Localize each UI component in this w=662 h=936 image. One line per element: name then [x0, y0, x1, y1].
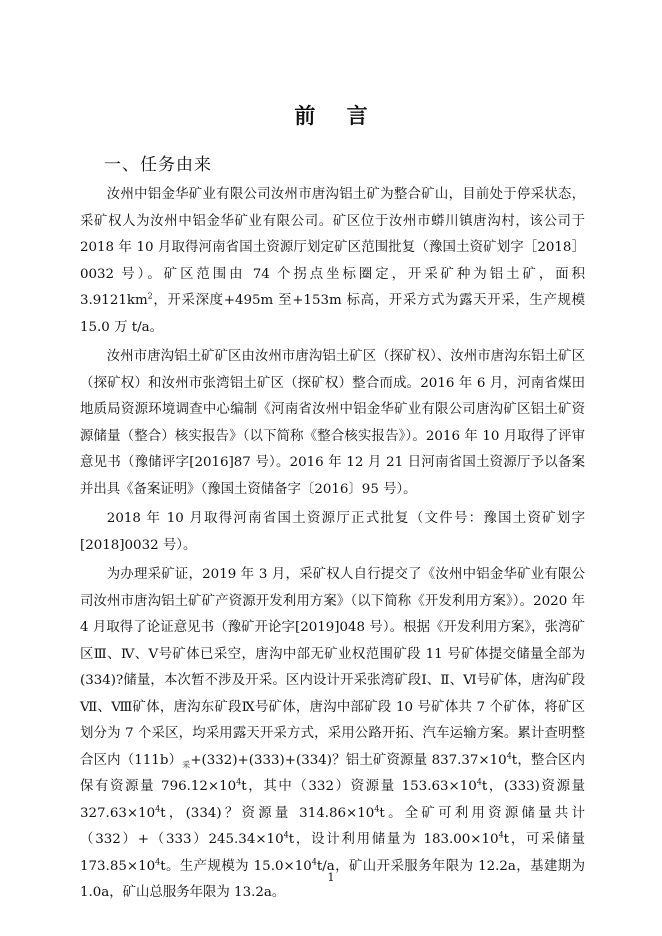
text-run: 汝州中铝金华矿业有限公司汝州市唐沟铝土矿为整合矿山，目前处于停采状态，采矿权人为汝州中铝金华矿业有限公司。矿区位于汝州市蟒川镇唐沟村，该公司于 2018 年 10 月取得河南省国土资源厅划定矿区范围批复（豫国土资矿划字［2018］0032 号）。矿区范围由 74 个拐点坐标圈定，开采矿种为铝土矿，面积 3.9121km: [80, 187, 585, 308]
text-run: t，(333)资源量 327.63×10: [80, 779, 585, 821]
text-run: t，设计利用储量为 183.00×10: [288, 832, 499, 847]
section-heading: 一、任务由来: [104, 155, 212, 175]
text-run: 汝州市唐沟铝土矿矿区由汝州市唐沟铝土矿区（探矿权）、汝州市唐沟东铝土矿区（探矿权）和汝州市张湾铝土矿区（探矿权）整合而成。2016 年 6 月，河南省煤田地质局资源环境调查中心编制《河南省汝州中铝金华矿业有限公司唐沟矿区铝土矿资源储量（整合）核实报告》（以下简称《整合核实报告》）。2016 年 10 月取得了评审意见书（豫储评字[2016]87 号）。2016 年 12 月 21 日河南省国土资源厅予以备案并出具《备案证明》（豫国土资储备字〔2016〕95 号）。: [80, 349, 585, 497]
text-run: t，(334)？资源量 314.86×10: [160, 805, 375, 821]
text-run: t/a，矿山开采服务年限为 12.2a，基建期为 1.0a，矿山总服务年限为 13.2a。: [80, 858, 585, 900]
superscript: 4: [155, 857, 161, 867]
paragraph-4: [80, 562, 585, 907]
paragraph-1: [80, 182, 585, 341]
page-title: 前 言: [294, 103, 380, 128]
paragraph-2: [80, 344, 585, 503]
text-run: 为办理采矿证，2019 年 3 月，采矿权人自行提交了《汝州中铝金华矿业有限公司汝州市唐沟铝土矿矿产资源开发利用方案》（以下简称《开发利用方案》）。2020 年 4 月取得了论证意见书（豫矿开论字[2019]048 号）。根据《开发利用方案》，张湾矿区Ⅲ、Ⅳ、Ⅴ号矿体已采空，唐沟中部无矿业权范围矿段 11 号矿体提交储量全部为(334)?储量，本次暂不涉及开采。区内设计开采张湾矿段Ⅰ、Ⅱ、Ⅵ号矿体，唐沟矿段Ⅶ、Ⅷ矿体，唐沟东矿段Ⅸ号矿体，唐沟中部矿段 10 号矿体共 7 个矿体，将矿区划分为 7 个采区，均采用露天开采方式，采用公路开拓、汽车运输方案。累计查明整合区内（111b）: [80, 567, 585, 768]
subscript: 采: [182, 760, 191, 770]
superscript: 4: [506, 751, 512, 761]
paragraph-3: [80, 506, 585, 559]
superscript: 4: [311, 857, 317, 867]
text-run: t，可采储量 173.85×10: [80, 832, 585, 874]
superscript: 4: [283, 830, 289, 840]
text-run: +(332)+(333)+(334)？铝土矿资源量 837.37×10: [190, 752, 507, 768]
superscript: 4: [155, 804, 161, 814]
text-run: t。全矿可利用资源储量共计（332）+（333）245.34×10: [80, 805, 585, 847]
superscript: 4: [236, 777, 242, 787]
text-run: ，开采深度+495m 至+153m 标高，开采方式为露天开采，生产规模 15.0 万 t/a。: [80, 293, 585, 335]
body-text: [80, 182, 585, 910]
superscript: 4: [498, 830, 504, 840]
text-run: t。生产规模为 15.0×10: [160, 858, 312, 874]
text-run: t，整合区内保有资源量 796.12×10: [80, 752, 585, 794]
superscript: 4: [374, 804, 380, 814]
text-run: t，其中（332）资源量 153.63×10: [241, 779, 477, 794]
page-number: 1: [327, 871, 335, 884]
superscript: 4: [476, 777, 482, 787]
superscript: 2: [147, 291, 153, 301]
text-run: 2018 年 10 月取得河南省国土资源厅正式批复（文件号：豫国土资矿划字[2018]0032 号）。: [80, 511, 585, 553]
